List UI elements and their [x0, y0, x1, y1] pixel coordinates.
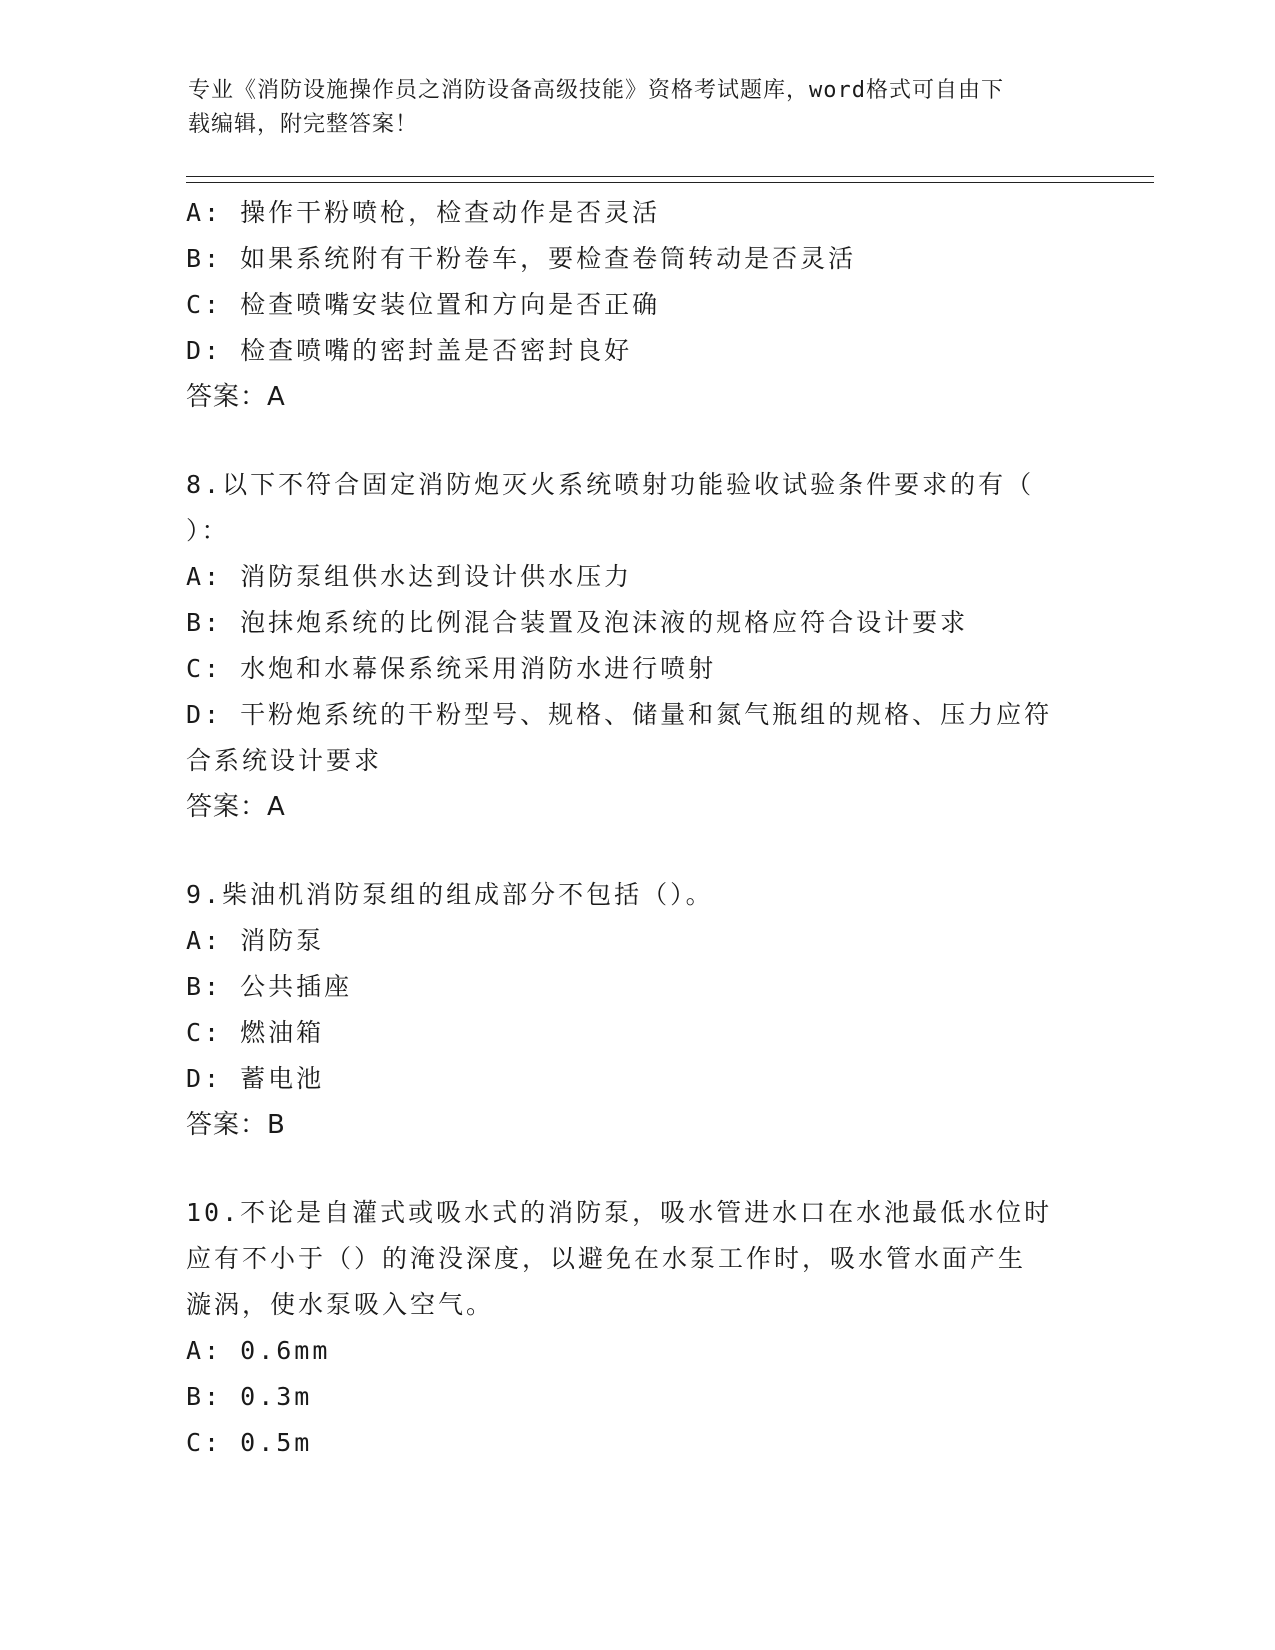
- option-line: C: 0.5m: [186, 1428, 313, 1457]
- option-line: A: 消防泵: [186, 926, 325, 955]
- option-line: C: 燃油箱: [186, 1018, 325, 1047]
- answer-line: 答案：A: [186, 792, 286, 822]
- document-header: [188, 74, 1068, 142]
- option-line: A: 操作干粉喷枪，检查动作是否灵活: [186, 198, 661, 227]
- question-block: [186, 1190, 1086, 1466]
- question-text-line: 9.柴油机消防泵组的组成部分不包括（）。: [186, 880, 714, 909]
- option-line: B: 0.3m: [186, 1382, 313, 1411]
- question-spacer: [186, 830, 1086, 872]
- option-line: D: 蓄电池: [186, 1064, 325, 1093]
- answer-line: 答案：A: [186, 382, 286, 412]
- question-block: [186, 872, 1086, 1148]
- question-list: [186, 190, 1086, 1466]
- question-text-line: ）：: [186, 516, 230, 545]
- header-rule-bottom: [186, 182, 1154, 183]
- option-line: D: 干粉炮系统的干粉型号、规格、储量和氮气瓶组的规格、压力应符: [186, 700, 1053, 729]
- option-line: A: 0.6mm: [186, 1336, 331, 1365]
- option-line: B: 泡抹炮系统的比例混合装置及泡沫液的规格应符合设计要求: [186, 608, 969, 637]
- option-line: A: 消防泵组供水达到设计供水压力: [186, 562, 633, 591]
- option-line: B: 如果系统附有干粉卷车，要检查卷筒转动是否灵活: [186, 244, 857, 273]
- question-spacer: [186, 420, 1086, 462]
- question-spacer: [186, 1148, 1086, 1190]
- option-line: 合系统设计要求: [186, 746, 383, 775]
- question-text-line: 8.以下不符合固定消防炮灭火系统喷射功能验收试验条件要求的有（: [186, 470, 1035, 499]
- question-block: [186, 462, 1086, 830]
- question-block: [186, 190, 1086, 420]
- header-line-2: 载编辑，附完整答案！: [188, 112, 419, 137]
- question-text-line: 漩涡，使水泵吸入空气。: [186, 1290, 495, 1319]
- question-text-line: 10.不论是自灌式或吸水式的消防泵，吸水管进水口在水池最低水位时: [186, 1198, 1053, 1227]
- header-rule-top: [186, 176, 1154, 177]
- option-line: C: 水炮和水幕保系统采用消防水进行喷射: [186, 654, 717, 683]
- answer-line: 答案：B: [186, 1110, 286, 1140]
- option-line: D: 检查喷嘴的密封盖是否密封良好: [186, 336, 633, 365]
- header-line-1: 专业《消防设施操作员之消防设备高级技能》资格考试题库，word格式可自由下: [188, 78, 1004, 103]
- question-text-line: 应有不小于（）的淹没深度，以避免在水泵工作时，吸水管水面产生: [186, 1244, 1027, 1273]
- option-line: B: 公共插座: [186, 972, 353, 1001]
- option-line: C: 检查喷嘴安装位置和方向是否正确: [186, 290, 661, 319]
